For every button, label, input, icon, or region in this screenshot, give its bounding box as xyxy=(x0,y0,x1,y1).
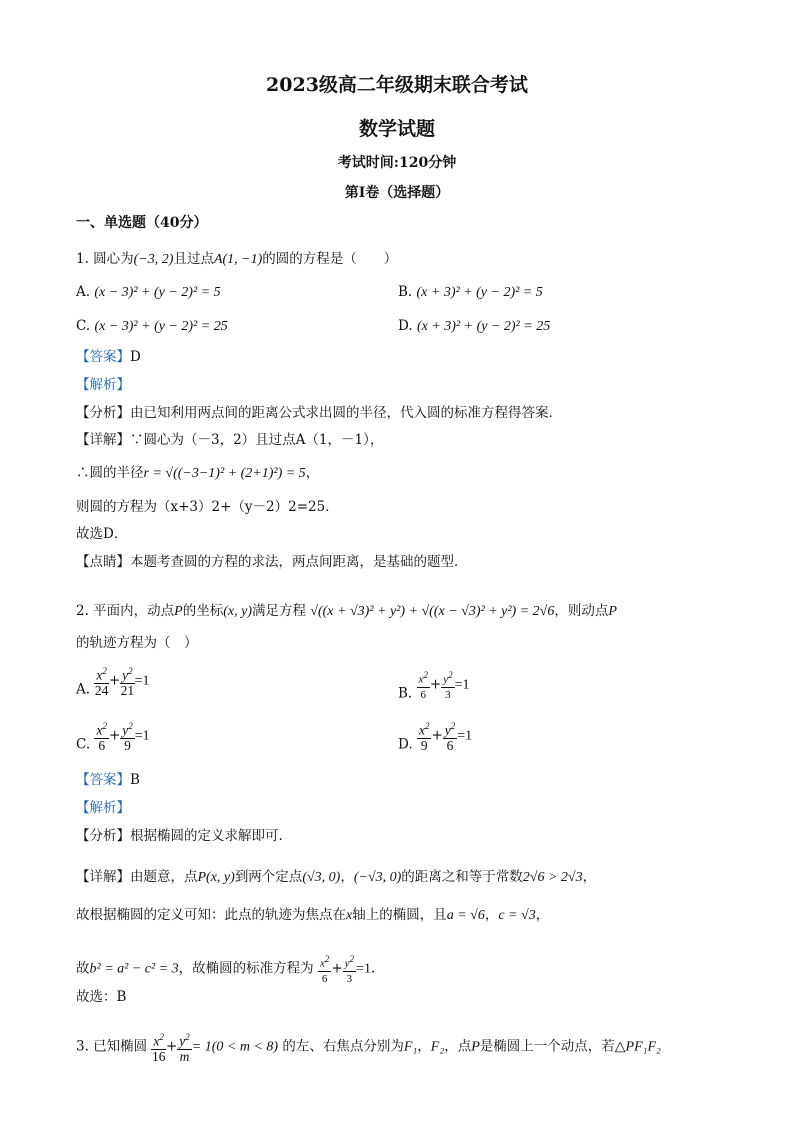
analysis-tag: 【解析】 xyxy=(76,377,130,393)
frac-ans2: $\frac{y^2}{3}$ xyxy=(344,954,355,985)
q3-stem-c: ，点 xyxy=(444,1038,472,1055)
q1-dianjing-text: 本题考查圆的方程的求法，两点间距离，是基础的题型． xyxy=(130,554,468,570)
q1-opt-a-text: (x − 3)² + (y − 2)² = 5 xyxy=(94,285,221,300)
q2-stem-d: ，则动点 xyxy=(554,603,609,619)
q1-dianjing xyxy=(76,553,468,571)
q3-stem-d: 是椭圆上一个动点，若 xyxy=(479,1038,615,1055)
q2-p: P xyxy=(174,604,183,619)
analysis-tag: 【解析】 xyxy=(76,800,130,816)
q3-triangle: △PF₁F₂ xyxy=(614,1039,661,1055)
q1-opt-a-label: A. xyxy=(76,284,91,300)
detail-tag: 【详解】 xyxy=(76,869,130,885)
q2-c-eq: c = √3 xyxy=(498,908,536,923)
subject-title: 数学试题 xyxy=(358,118,435,140)
q1-equation: 则圆的方程为（x+3）2+（y－2）2=25． xyxy=(76,499,339,515)
q2-a-eq: a = √6 xyxy=(446,908,485,923)
q1-radius-label: ∴圆的半径 xyxy=(76,465,144,481)
q2-stem-c: 满足方程 xyxy=(252,603,306,619)
dianjing-tag: 【点睛】 xyxy=(76,554,130,570)
q2-option-d: D. $\frac{x^2}{9}$ + $\frac{y^2}{6}$ =1 xyxy=(398,721,473,753)
section-title: 一、单选题（40分） xyxy=(76,215,208,231)
q1-option-d xyxy=(398,318,550,335)
q2-fenxi xyxy=(76,827,283,845)
q3-stem: 3. 已知椭圆 $\frac{x^2}{16}$ + $\frac{y^2}{m}$ = 1(0 < m < 8) 的左、右焦点分别为F₁，F₂，点P是椭圆上一个动点，若△PF₁F₂ xyxy=(76,1032,661,1064)
exam-time: 考试时间:120分钟 xyxy=(337,155,457,171)
q1-fenxi-text: 由已知利用两点间的距离公式求出圆的半径，代入圆的标准方程得答案． xyxy=(130,405,562,421)
q2-line2 xyxy=(76,906,549,925)
q2-detail-a: 由题意，点 xyxy=(130,869,198,885)
volume-title: 第I卷（选择题） xyxy=(344,185,450,201)
q1-stem-a: 1. 圆心为 xyxy=(76,251,134,267)
q2-analysis xyxy=(76,799,130,817)
q2-line2-d: ， xyxy=(535,907,550,923)
q3-comma: ， xyxy=(417,1038,431,1055)
q1-opt-c-label: C. xyxy=(76,318,91,334)
q1-opt-b-label: B. xyxy=(398,284,413,300)
q1-stem xyxy=(76,250,397,269)
q2-comma: ， xyxy=(340,869,354,885)
frac-d1: $\frac{x^2}{9}$ xyxy=(418,721,430,753)
q2-opt-c-label: C. xyxy=(76,736,91,753)
q3-f2: F₂ xyxy=(430,1039,445,1055)
answer-tag: 【答案】 xyxy=(76,349,130,365)
q2-detail-b: 到两个定点 xyxy=(234,869,303,885)
q1-option-b xyxy=(398,284,543,301)
q2-stem xyxy=(76,602,617,621)
q2-equation: √((x + √3)² + y²) + √((x − √3)² + y²) = 2√6 xyxy=(310,604,555,619)
frac-c1: $\frac{x^2}{6}$ xyxy=(96,721,107,753)
q3-cond: = 1(0 < m < 8) xyxy=(191,1039,279,1055)
q2-line3-a: 故 xyxy=(76,960,90,977)
q2-option-c: C. $\frac{x^2}{6}$ + $\frac{y^2}{9}$ =1 xyxy=(76,721,150,753)
q2-answer xyxy=(76,771,140,789)
q2-line2-b: 轴上的椭圆，且 xyxy=(352,907,447,923)
q3-stem-b: 的左、右焦点分别为 xyxy=(282,1038,404,1055)
q1-detail xyxy=(76,431,383,449)
q2-line3-c: . xyxy=(370,960,376,977)
q2-stem-2: 的轨迹方程为（ ） xyxy=(76,635,198,651)
q2-detail xyxy=(76,868,596,887)
q2-line3-b: ，故椭圆的标准方程为 xyxy=(178,960,314,977)
q2-stem-b: 的坐标 xyxy=(182,603,224,619)
q1-opt-d-text: (x + 3)² + (y − 2)² = 25 xyxy=(416,319,551,334)
detail-tag: 【详解】 xyxy=(76,432,130,448)
q1-radius xyxy=(76,464,319,483)
q2-b-eq: b² = a² − c² = 3 xyxy=(89,961,179,977)
q2-detail-c: 的距离之和等于常数 xyxy=(401,869,523,885)
q2-x: x xyxy=(346,908,353,923)
exam-title: 2023级高二年级期末联合考试 xyxy=(266,74,528,96)
fenxi-tag: 【分析】 xyxy=(76,405,130,421)
frac-d2: $\frac{y^2}{6}$ xyxy=(444,721,456,753)
q1-analysis xyxy=(76,376,130,394)
q3-p: P xyxy=(471,1039,480,1055)
frac-q3-1: $\frac{x^2}{16}$ xyxy=(151,1032,166,1064)
q2-stem-a: 2. 平面内，动点 xyxy=(76,603,175,619)
q2-line2-c: ， xyxy=(484,907,499,923)
q1-opt-c-text: (x − 3)² + (y − 2)² = 25 xyxy=(94,319,228,334)
q2-opt-d-label: D. xyxy=(398,736,413,753)
q2-option-b: B. $\frac{x^2}{6}$ + $\frac{y^2}{3}$ =1 xyxy=(398,670,470,702)
q1-radius-end: ， xyxy=(305,465,320,481)
q1-opt-d-label: D. xyxy=(398,318,413,334)
fenxi-tag: 【分析】 xyxy=(76,828,130,844)
q2-fenxi-text: 根据椭圆的定义求解即可. xyxy=(130,828,283,844)
q2-opt-b-label: B. xyxy=(398,685,413,702)
q1-option-a xyxy=(76,284,221,301)
answer-tag: 【答案】 xyxy=(76,772,130,788)
frac-a2: $\frac{y^2}{21}$ xyxy=(120,666,135,698)
q2-coord: (x, y) xyxy=(223,604,252,619)
q2-p2: P xyxy=(608,604,617,619)
q1-choose: 故选D． xyxy=(76,526,128,542)
frac-b1: $\frac{x^2}{6}$ xyxy=(418,670,428,701)
q2-line3: 故b² = a² − c² = 3，故椭圆的标准方程为 $\frac{x^2}{6}$ + $\frac{y^2}{3}$ =1. xyxy=(76,954,376,985)
q2-detail-d: ， xyxy=(582,869,597,885)
q2-point-p: P(x, y) xyxy=(197,870,235,885)
q1-detail-text: ∵圆心为（－3，2）且过点A（1，－1）， xyxy=(130,432,384,448)
q1-stem-b: 且过点 xyxy=(173,251,214,267)
q1-center: (−3, 2) xyxy=(133,252,174,267)
q2-answer-value: B xyxy=(130,772,140,788)
frac-c2: $\frac{y^2}{9}$ xyxy=(122,721,133,753)
q1-radius-eq: r = √((−3−1)² + (2+1)²) = 5 xyxy=(143,466,306,481)
q1-stem-c: 的圆的方程是（ ） xyxy=(262,251,398,267)
frac-a1: $\frac{x^2}{24}$ xyxy=(94,666,109,698)
q2-choose: 故选：B xyxy=(76,989,127,1005)
q1-answer xyxy=(76,348,141,366)
q1-option-c xyxy=(76,318,228,335)
frac-q3-2: $\frac{y^2}{m}$ xyxy=(179,1032,190,1064)
q2-opt-a-label: A. xyxy=(76,681,91,698)
q3-f1: F₁ xyxy=(403,1039,418,1055)
q1-point: A(1, −1) xyxy=(213,252,263,267)
q1-answer-value: D xyxy=(130,349,141,365)
q1-opt-b-text: (x + 3)² + (y − 2)² = 5 xyxy=(416,285,543,300)
q2-focus-2: (−√3, 0) xyxy=(353,870,402,885)
q3-stem-a: 3. 已知椭圆 xyxy=(76,1038,148,1055)
q2-option-a: A. $\frac{x^2}{24}$ + $\frac{y^2}{21}$ =1 xyxy=(76,666,150,698)
q2-focus-1: (√3, 0) xyxy=(302,870,341,885)
q2-line2-a: 故根据椭圆的定义可知：此点的轨迹为焦点在 xyxy=(76,907,346,923)
q2-ineq: 2√6 > 2√3 xyxy=(522,870,583,885)
q1-fenxi xyxy=(76,404,562,422)
frac-b2: $\frac{y^2}{3}$ xyxy=(443,670,453,701)
frac-ans1: $\frac{x^2}{6}$ xyxy=(319,954,330,985)
